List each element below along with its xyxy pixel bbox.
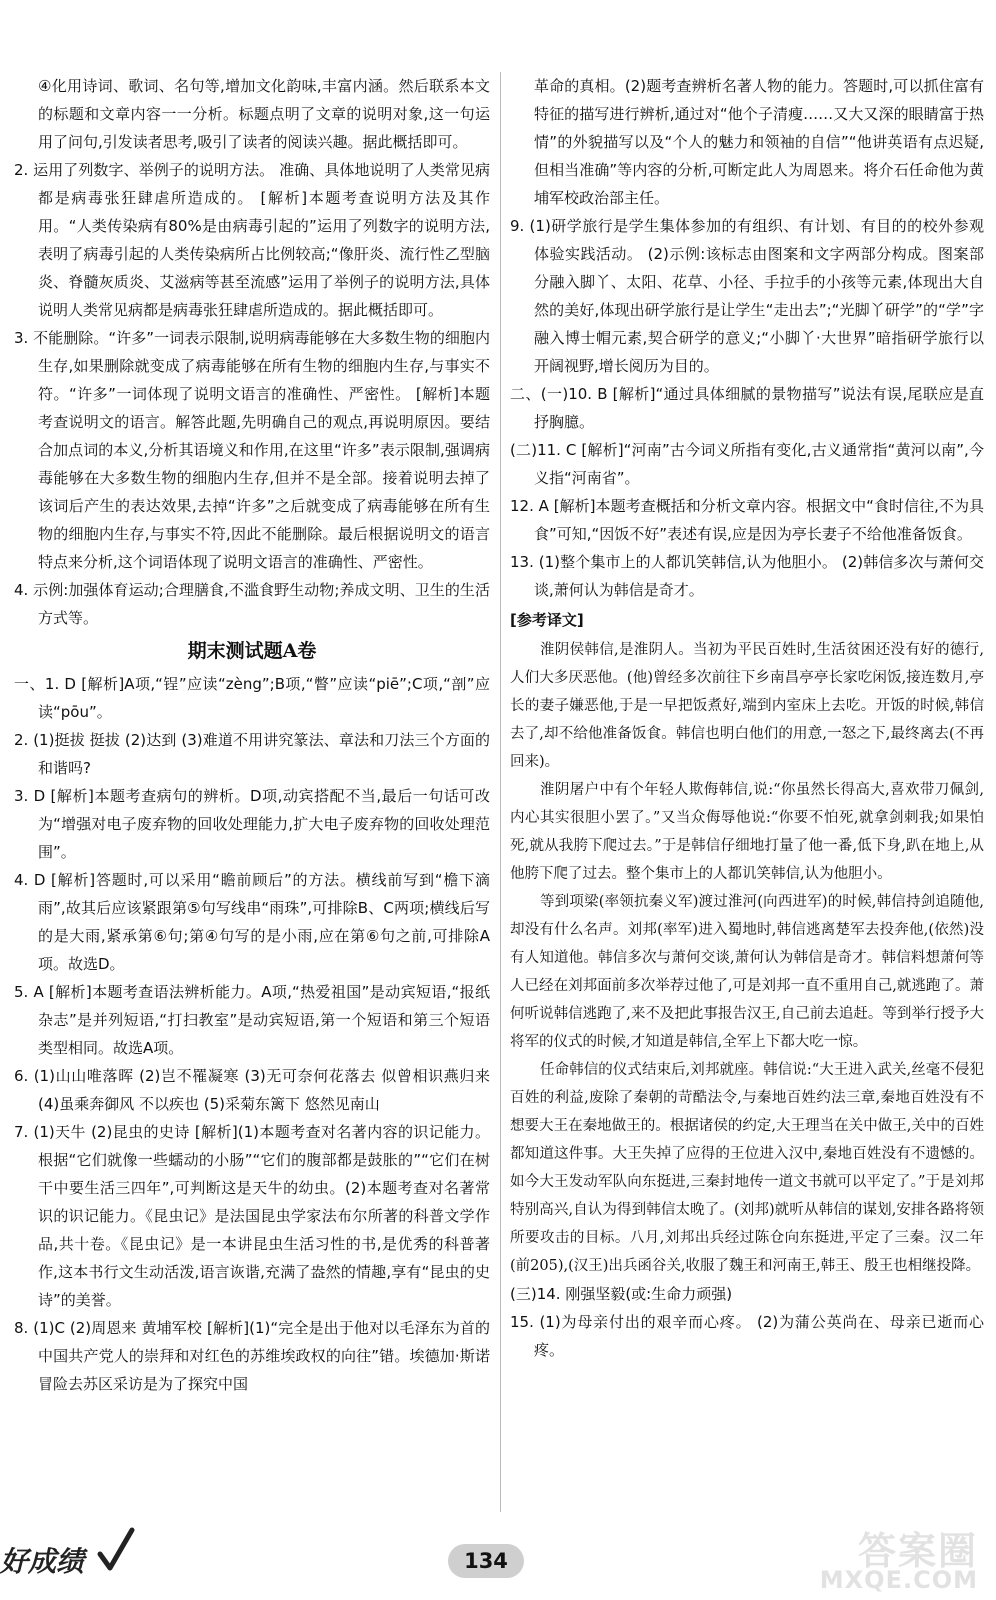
page-footer bbox=[0, 1518, 996, 1600]
answer-r11: (二)11. C [解析]“河南”古今词义所指有变化,古义通常指“黄河以南”,今义指“河南省”。 bbox=[510, 441, 984, 487]
answer-s2: 2. (1)挺拔 挺拔 (2)达到 (3)难道不用讲究篆法、章法和刀法三个方面的和谐吗? bbox=[14, 731, 490, 777]
right-column bbox=[510, 72, 984, 1364]
answer-q2: 2. 运用了列数字、举例子的说明方法。 准确、具体地说明了人类常见病都是病毒张狂肆虐所造成的。 [解析]本题考查说明方法及其作用。“人类传染病有80%是由病毒引起的”运用了列数字的说明方法,表明了病毒引起的人类传染病所占比例较高;“像肝炎、流行性乙型脑炎、脊髓灰质炎、艾滋病等甚至流感”运用了举例子的说明方法,具体说明人类常见病都是病毒张狂肆虐所造成的。据此概括即可。 bbox=[14, 161, 490, 319]
answer-s8: 8. (1)C (2)周恩来 黄埔军校 [解析](1)“完全是出于他对以毛泽东为首的中国共产党人的崇拜和对红色的苏维埃政权的向往”错。埃德加·斯诺冒险去苏区采访是为了探究中国 bbox=[14, 1319, 490, 1393]
brand-name: 好成绩 bbox=[0, 1545, 85, 1578]
left-column bbox=[14, 72, 490, 1398]
answer-q4: 4. 示例:加强体育运动;合理膳食,不滥食野生动物;养成文明、卫生的生活方式等。 bbox=[14, 581, 490, 627]
answer-r10: 二、(一)10. B [解析]“通过具体细腻的景物描写”说法有误,尾联应是直抒胸臆。 bbox=[510, 385, 984, 431]
checkmark-icon bbox=[96, 1526, 136, 1576]
answer-r8-cont: 革命的真相。(2)题考查辨析名著人物的能力。答题时,可以抓住富有特征的描写进行辨析,通过对“他个子清瘦……又大又深的眼睛富于热情”的外貌描写以及“个人的魅力和领袖的自信”“他讲英语有点迟疑,但相当准确”等内容的分析,可断定此人为周恩来。将介石任命他为黄埔军校政治部主任。 bbox=[534, 77, 984, 207]
page-number: 134 bbox=[448, 1544, 524, 1578]
answer-s4: 4. D [解析]答题时,可以采用“瞻前顾后”的方法。横线前写到“檐下滴雨”,故其后应该紧跟第⑤句写线串“雨珠”,可排除B、C两项;横线后写的是大雨,紧承第⑥句;第④句写的是小雨,应在第⑥句之前,可排除A项。故选D。 bbox=[14, 871, 490, 973]
translation-paragraph-3: 等到项梁(率领抗秦义军)渡过淮河(向西进军)的时候,韩信持剑追随他,却没有什么名声。刘邦(率军)进入蜀地时,韩信逃离楚军去投奔他,(依然)没有人知道他。韩信多次与萧何交谈,萧何认为韩信是奇才。韩信料想萧何等人已经在刘邦面前多次举荐过他了,可是刘邦一直不重用自己,就逃跑了。萧何听说韩信逃跑了,来不及把此事报告汉王,自己前去追赶。等到举行授予大将军的仪式的时候,才知道是韩信,全军上下都大吃一惊。 bbox=[510, 894, 984, 1050]
watermark bbox=[819, 1518, 988, 1598]
answer-q3: 3. 不能删除。“许多”一词表示限制,说明病毒能够在大多数生物的细胞内生存,如果删除就变成了病毒能够在所有生物的细胞内生存,与事实不符。“许多”一词体现了说明文语言的准确性、严密性。 [解析]本题考查说明文的语言。解答此题,先明确自己的观点,再说明原因。要结合加点词的本义,分析其语境义和作用,在这里“许多”表示限制,强调病毒能够在大多数生物的细胞内生存,但并不是全部。接着说明去掉了该词后产生的表达效果,去掉“许多”之后就变成了病毒能够在所有生物的细胞内生存,与事实不符,因此不能删除。最后根据说明文的语言特点来分析,这个词语体现了说明文语言的准确性、严密性。 bbox=[14, 329, 490, 571]
answer-r9: 9. (1)研学旅行是学生集体参加的有组织、有计划、有目的的校外参观体验实践活动。 (2)示例:该标志由图案和文字两部分构成。图案部分融入脚丫、太阳、花草、小径、手拉手的小孩等元素,体现出大自然的美好,体现出研学旅行是让学生“走出去”;“光脚丫研学”的“学”字融入博士帽元素,契合研学的意义;“小脚丫·大世界”暗指研学旅行以开阔视野,增长阅历为目的。 bbox=[510, 217, 984, 375]
translation-paragraph-2: 淮阴屠户中有个年轻人欺侮韩信,说:“你虽然长得高大,喜欢带刀佩剑,内心其实很胆小罢了。”又当众侮辱他说:“你要不怕死,就拿剑刺我;如果怕死,就从我胯下爬过去。”于是韩信仔细地打量了他一番,低下身,趴在地上,从他胯下爬了过去。整个集市上的人都讥笑韩信,认为他胆小。 bbox=[510, 782, 984, 882]
answer-s6: 6. (1)山山唯落晖 (2)岂不罹凝寒 (3)无可奈何花落去 似曾相识燕归来 (4)虽乘奔御风 不以疾也 (5)采菊东篱下 悠然见南山 bbox=[14, 1067, 490, 1113]
section-title: 期末测试题A卷 bbox=[187, 640, 317, 662]
answer-s5: 5. A [解析]本题考查语法辨析能力。A项,“热爱祖国”是动宾短语,“报纸杂志”是并列短语,“打扫教室”是动宾短语,第一个短语和第三个短语类型相同。故选A项。 bbox=[14, 983, 490, 1057]
answer-r14: (三)14. 刚强坚毅(或:生命力顽强) bbox=[510, 1285, 733, 1303]
watermark-cn: 答案圈 bbox=[857, 1529, 978, 1573]
translation-paragraph-4: 任命韩信的仪式结束后,刘邦就座。韩信说:“大王进入武关,丝毫不侵犯百姓的利益,废除了秦朝的苛酷法令,与秦地百姓约法三章,秦地百姓没有不想要大王在秦地做王的。根据诸侯的约定,大王理当在关中做王,关中的百姓都知道这件事。大王失掉了应得的王位进入汉中,秦地百姓没有不遗憾的。如今大王发动军队向东挺进,三秦封地传一道文书就可以平定了。”于是刘邦特别高兴,自认为得到韩信太晚了。(刘邦)就听从韩信的谋划,安排各路将领所要攻击的目标。八月,刘邦出兵经过陈仓向东挺进,平定了三秦。汉二年(前205),(汉王)出兵函谷关,收服了魏王和河南王,韩王、殷王也相继投降。 bbox=[510, 1062, 984, 1274]
answer-r13: 13. (1)整个集市上的人都讥笑韩信,认为他胆小。 (2)韩信多次与萧何交谈,萧何认为韩信是奇才。 bbox=[510, 553, 984, 599]
answer-r15: 15. (1)为母亲付出的艰辛而心疼。 (2)为蒲公英尚在、母亲已逝而心疼。 bbox=[510, 1313, 984, 1359]
reference-translation-title: [参考译文] bbox=[510, 611, 584, 629]
answer-s1: 一、1. D [解析]A项,“锃”应读“zèng”;B项,“瞥”应读“piē”;C项,“剖”应读“pōu”。 bbox=[14, 675, 490, 721]
answer-s3: 3. D [解析]本题考查病句的辨析。D项,动宾搭配不当,最后一句话可改为“增强对电子废弃物的回收处理能力,扩大电子废弃物的回收处理范围”。 bbox=[14, 787, 490, 861]
paragraph-q1-cont: ④化用诗词、歌词、名句等,增加文化韵味,丰富内涵。然后联系本文的标题和文章内容一一分析。标题点明了文章的说明对象,这一句运用了问句,引发读者思考,吸引了读者的阅读兴趣。据此概括即可。 bbox=[38, 77, 490, 151]
answer-s7: 7. (1)天牛 (2)昆虫的史诗 [解析](1)本题考查对名著内容的识记能力。根据“它们就像一些蠕动的小肠”“它们的腹部都是鼓胀的”“它们在树干中要生活三四年”,可判断这是天牛的幼虫。(2)本题考查对名著常识的识记能力。《昆虫记》是法国昆虫学家法布尔所著的科普文学作品,共十卷。《昆虫记》是一本讲昆虫生活习性的书,是优秀的科普著作,这本书行文生动活泼,语言诙谐,充满了盎然的情趣,享有“昆虫的史诗”的美誉。 bbox=[14, 1123, 490, 1309]
column-divider bbox=[500, 72, 501, 1512]
translation-paragraph-1: 淮阴侯韩信,是淮阴人。当初为平民百姓时,生活贫困还没有好的德行,人们大多厌恶他。(他)曾经多次前往下乡南昌亭亭长家吃闲饭,接连数月,亭长的妻子嫌恶他,于是一早把饭煮好,端到内室床上去吃。开饭的时候,韩信去了,却不给他准备饭食。韩信也明白他们的用意,一怒之下,最终离去(不再回来)。 bbox=[510, 642, 984, 770]
answer-r12: 12. A [解析]本题考查概括和分析文章内容。根据文中“食时信往,不为具食”可知,“因饭不好”表述有误,应是因为亭长妻子不给他准备饭食。 bbox=[510, 497, 984, 543]
watermark-en: MXQE.COM bbox=[819, 1566, 978, 1594]
